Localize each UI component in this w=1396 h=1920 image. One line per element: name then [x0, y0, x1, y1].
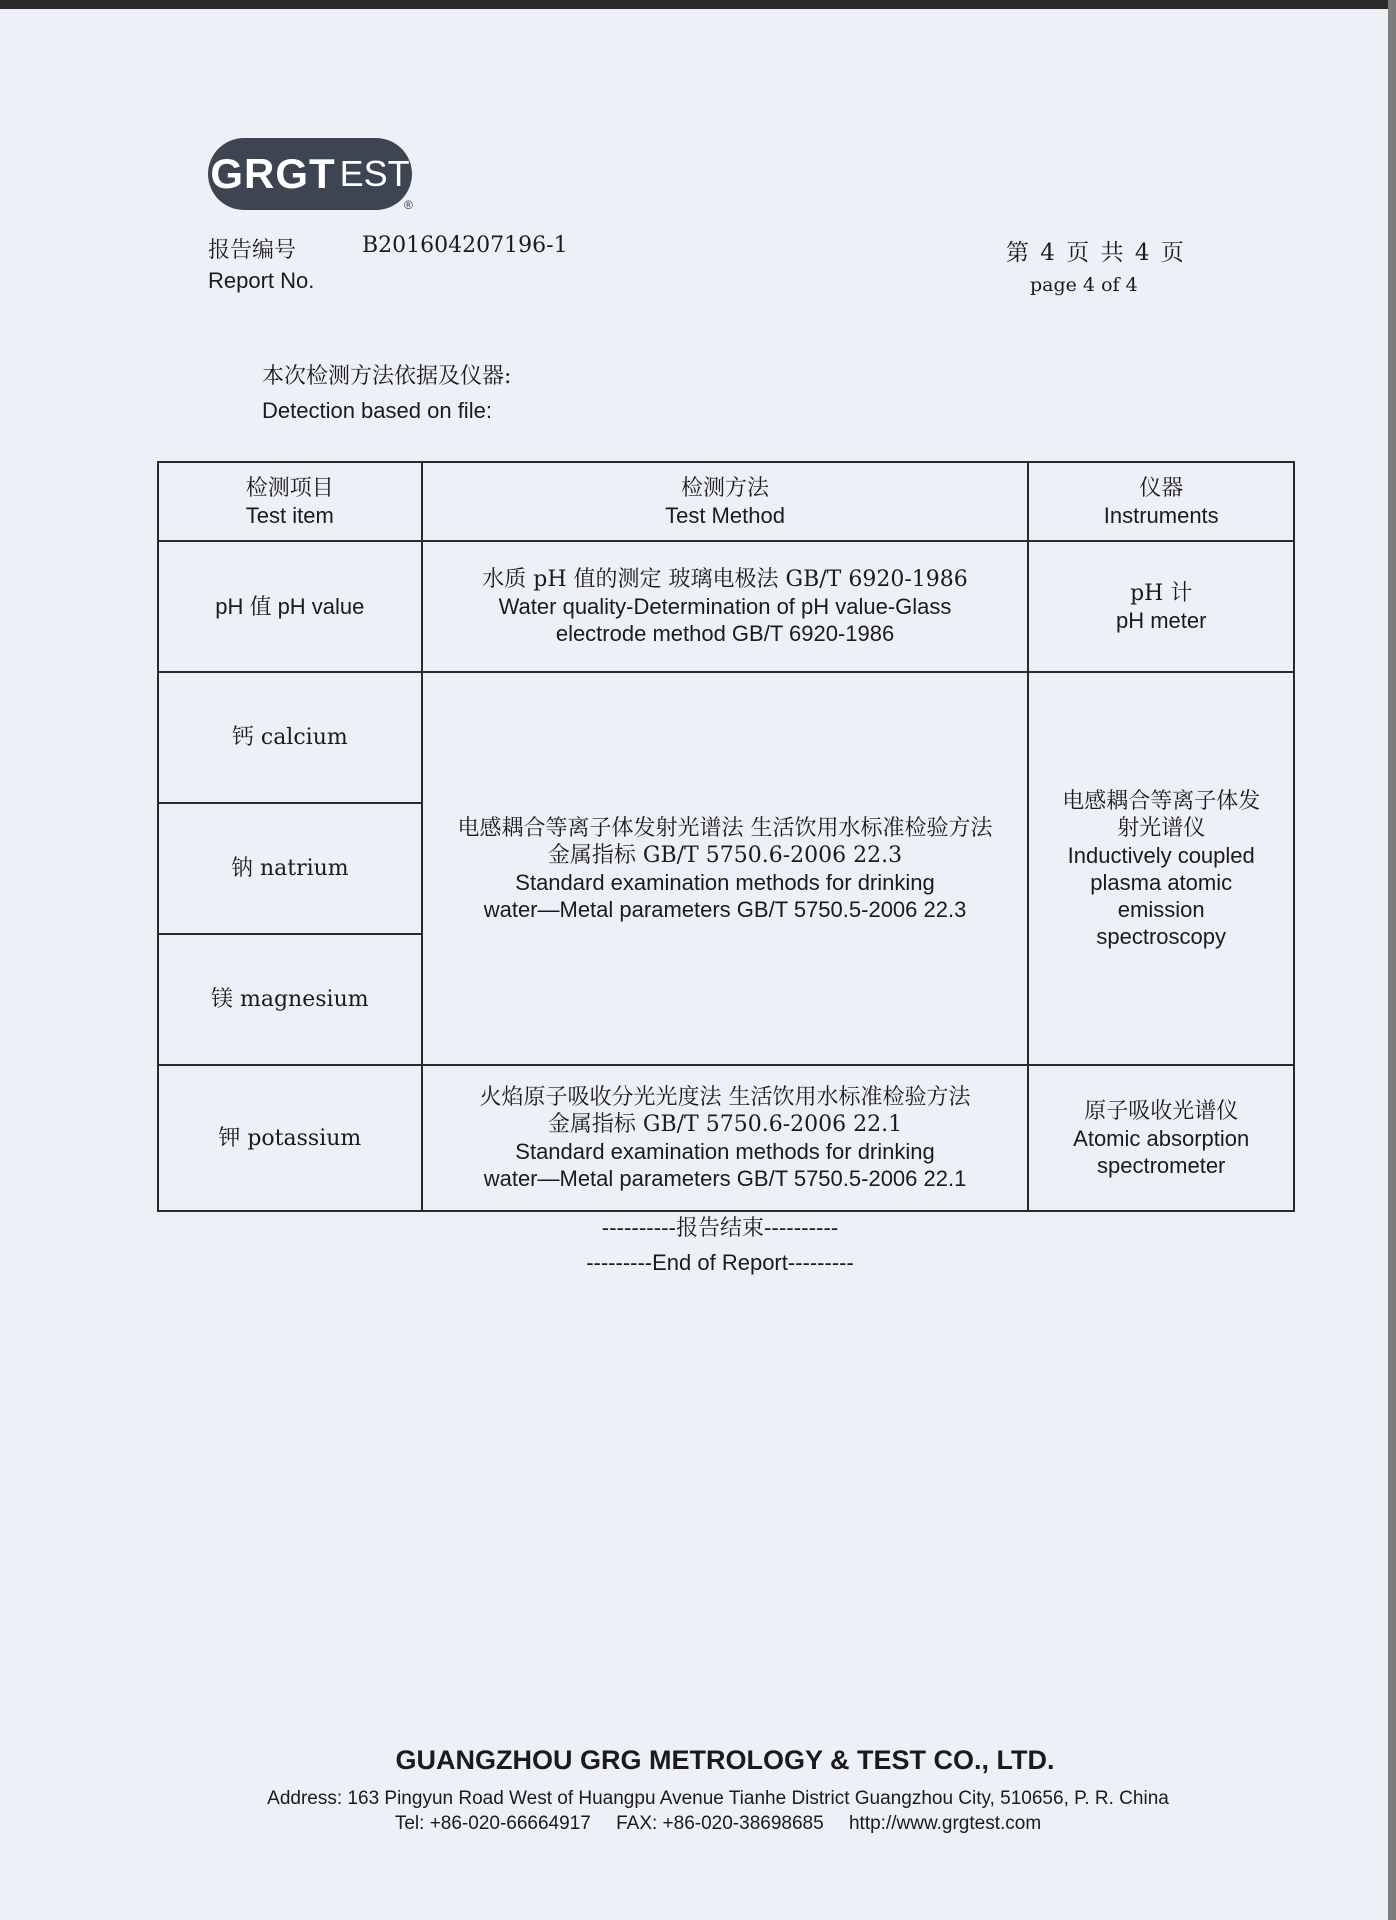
report-no-label-en: Report No.	[208, 268, 315, 293]
icp-instrument-cn-1: 电感耦合等离子体发	[1062, 788, 1261, 814]
header-test-method-cn: 检测方法	[681, 475, 770, 501]
icp-method-en-2: water—Metal parameters GB/T 5750.5-2006 22.3	[483, 896, 967, 922]
icp-instrument	[1028, 672, 1294, 1065]
report-no-label-cn: 报告编号	[208, 238, 297, 263]
icp-instrument-en-1: Inductively coupled	[1067, 842, 1255, 868]
header-test-method	[422, 462, 1029, 541]
footer-tel: Tel: +86-020-66664917	[394, 1813, 591, 1834]
page-number-cn: 第 4 页 共 4 页	[1006, 240, 1186, 266]
table-header-row	[158, 462, 1294, 541]
end-of-report-cn: ----------报告结束----------	[601, 1216, 839, 1241]
footer-contact	[0, 1813, 1396, 1835]
potassium-method-cn-1: 火焰原子吸收分光光度法 生活饮用水标准检验方法	[479, 1085, 971, 1110]
detection-title-cn: 本次检测方法依据及仪器:	[262, 364, 512, 389]
header-instruments-en: Instruments	[1103, 502, 1219, 528]
ph-instrument-cn: pH 计	[1130, 580, 1193, 606]
grgtest-logo	[208, 138, 412, 210]
page-number-en: page 4 of 4	[1030, 274, 1138, 296]
detection-title-en: Detection based on file:	[262, 398, 492, 423]
potassium-instrument-en-2: spectrometer	[1097, 1152, 1226, 1178]
header-test-item-cn: 检测项目	[245, 475, 334, 501]
header-test-item	[158, 462, 422, 541]
ph-method-cn: 水质 pH 值的测定 玻璃电极法 GB/T 6920-1986	[482, 567, 968, 592]
natrium-item: 钠 natrium	[158, 803, 422, 934]
potassium-instrument-cn: 原子吸收光谱仪	[1084, 1098, 1239, 1124]
icp-instrument-en-4: spectroscopy	[1096, 923, 1227, 949]
table-row-calcium	[158, 672, 1294, 803]
icp-method-cn-1: 电感耦合等离子体发射光谱法 生活饮用水标准检验方法	[457, 815, 993, 841]
methods-table	[157, 461, 1295, 1212]
footer-website-link[interactable]: http://www.grgtest.com	[848, 1813, 1042, 1834]
potassium-instrument	[1028, 1065, 1294, 1211]
potassium-method-cn-2: 金属指标 GB/T 5750.6-2006 22.1	[547, 1112, 903, 1137]
icp-method	[422, 672, 1029, 1065]
scan-right-edge	[1388, 0, 1396, 1920]
registered-mark: ®	[404, 198, 413, 212]
ph-instrument-en: pH meter	[1115, 607, 1207, 633]
header-instruments	[1028, 462, 1294, 541]
report-no-value: B201604207196-1	[362, 233, 568, 258]
table-row-ph	[158, 541, 1294, 672]
ph-instrument	[1028, 541, 1294, 672]
ph-method-en-2: electrode method GB/T 6920-1986	[555, 621, 895, 646]
ph-item: pH 值 pH value	[158, 541, 422, 672]
footer-company-name: GUANGZHOU GRG METROLOGY & TEST CO., LTD.	[395, 1745, 1055, 1775]
logo-light-text: EST	[339, 153, 410, 194]
scan-top-edge	[0, 0, 1396, 9]
table-row-potassium	[158, 1065, 1294, 1211]
potassium-method-en-2: water—Metal parameters GB/T 5750.5-2006 22.1	[483, 1166, 967, 1191]
potassium-method-en-1: Standard examination methods for drinking	[515, 1139, 935, 1164]
icp-method-en-1: Standard examination methods for drinking	[515, 869, 935, 895]
footer-fax: FAX: +86-020-38698685	[616, 1813, 824, 1834]
header-instruments-cn: 仪器	[1139, 475, 1184, 501]
icp-instrument-en-2: plasma atomic	[1090, 869, 1233, 895]
header-test-item-en: Test item	[245, 502, 334, 528]
ph-method-en-1: Water quality-Determination of pH value-Glass	[498, 594, 952, 619]
end-of-report-en: ---------End of Report---------	[586, 1250, 854, 1275]
logo-bold-text: GRGT	[210, 150, 336, 197]
icp-method-cn-2: 金属指标 GB/T 5750.6-2006 22.3	[547, 842, 903, 868]
ph-method	[422, 541, 1029, 672]
footer-address: Address: 163 Pingyun Road West of Huangpu Avenue Tianhe District Guangzhou City, 510656, P. R. China	[267, 1788, 1169, 1809]
header-test-method-en: Test Method	[665, 502, 785, 528]
potassium-instrument-en-1: Atomic absorption	[1073, 1125, 1250, 1151]
calcium-item: 钙 calcium	[158, 672, 422, 803]
potassium-method	[422, 1065, 1029, 1211]
icp-instrument-cn-2: 射光谱仪	[1117, 815, 1206, 841]
magnesium-item: 镁 magnesium	[158, 934, 422, 1065]
icp-instrument-en-3: emission	[1117, 896, 1205, 922]
potassium-item: 钾 potassium	[158, 1065, 422, 1211]
